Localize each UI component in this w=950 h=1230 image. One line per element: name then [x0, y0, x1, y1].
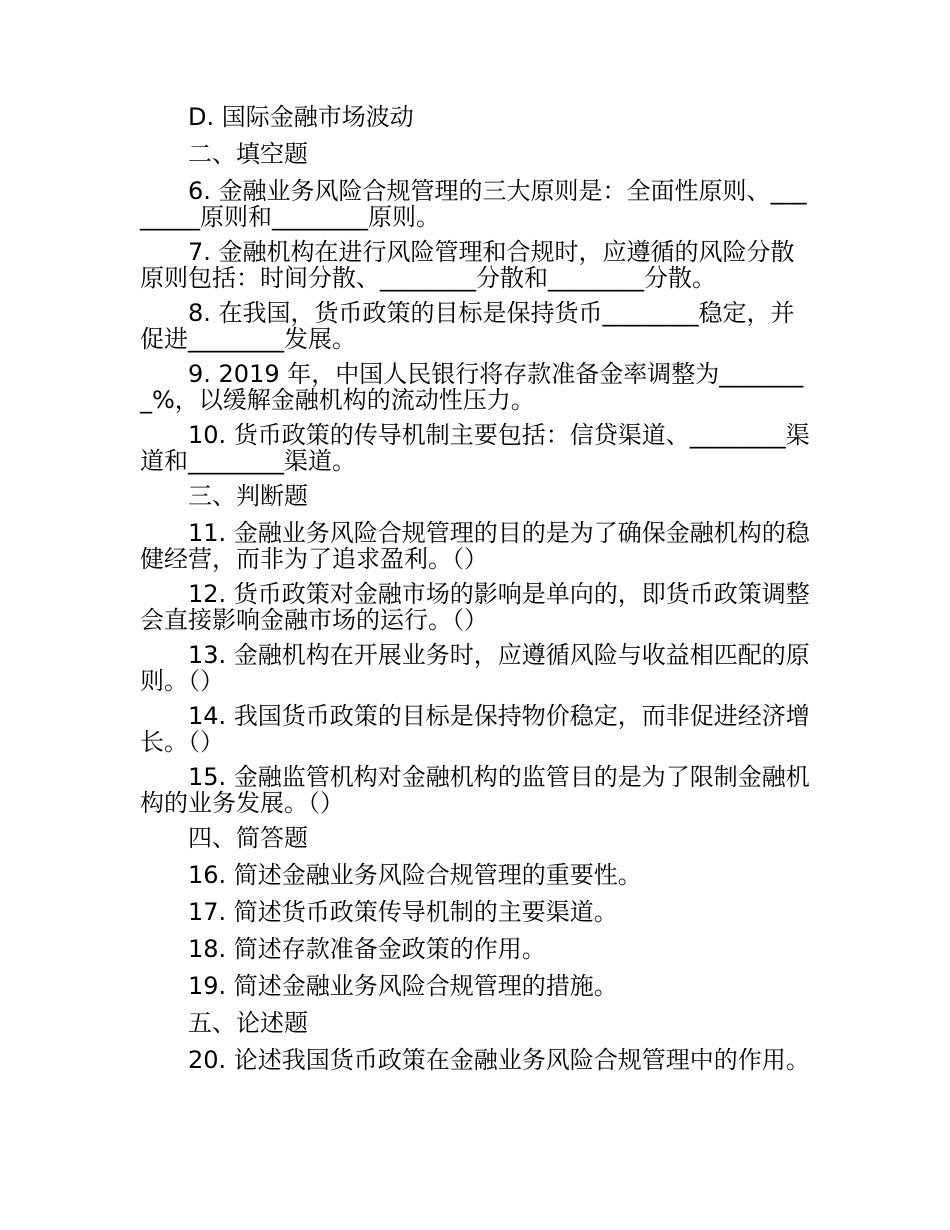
document-body [140, 104, 810, 1082]
section-heading-true-false: 三、判断题 [188, 482, 308, 510]
question-18: 18. 简述存款准备金政策的作用。 [188, 935, 546, 963]
section-heading-short-answer: 四、简答题 [188, 824, 308, 852]
question-14: 14. 我国货币政策的目标是保持物价稳定，而非促进经济增长。（） [140, 702, 810, 756]
question-13: 13. 金融机构在开展业务时，应遵循风险与收益相匹配的原则。（） [140, 641, 810, 695]
question-19: 19. 简述金融业务风险合规管理的措施。 [188, 972, 618, 1000]
question-10: 10. 货币政策的传导机制主要包括：信贷渠道、________渠道和________渠道。 [140, 421, 810, 475]
question-20: 20. 论述我国货币政策在金融业务风险合规管理中的作用。 [188, 1046, 810, 1074]
section-heading-fill-in: 二、填空题 [188, 140, 308, 168]
question-17: 17. 简述货币政策传导机制的主要渠道。 [188, 898, 618, 926]
question-6: 6. 金融业务风险合规管理的三大原则是：全面性原则、________原则和________原则。 [140, 177, 807, 231]
question-15: 15. 金融监管机构对金融机构的监管目的是为了限制金融机构的业务发展。（） [140, 763, 810, 817]
question-16: 16. 简述金融业务风险合规管理的重要性。 [188, 861, 642, 889]
question-8: 8. 在我国，货币政策的目标是保持货币________稳定，并促进________发展。 [140, 299, 795, 353]
option-d: D. 国际金融市场波动 [188, 103, 414, 131]
question-12: 12. 货币政策对金融市场的影响是单向的，即货币政策调整会直接影响金融市场的运行。（） [140, 580, 810, 634]
section-heading-essay: 五、论述题 [188, 1009, 308, 1037]
question-9: 9. 2019 年，中国人民银行将存款准备金率调整为________%，以缓解金融机构的流动性压力。 [140, 360, 804, 414]
question-7: 7. 金融机构在进行风险管理和合规时，应遵循的风险分散原则包括：时间分散、________分散和________分散。 [140, 238, 795, 292]
question-11: 11. 金融业务风险合规管理的目的是为了确保金融机构的稳健经营，而非为了追求盈利。（） [140, 519, 810, 573]
